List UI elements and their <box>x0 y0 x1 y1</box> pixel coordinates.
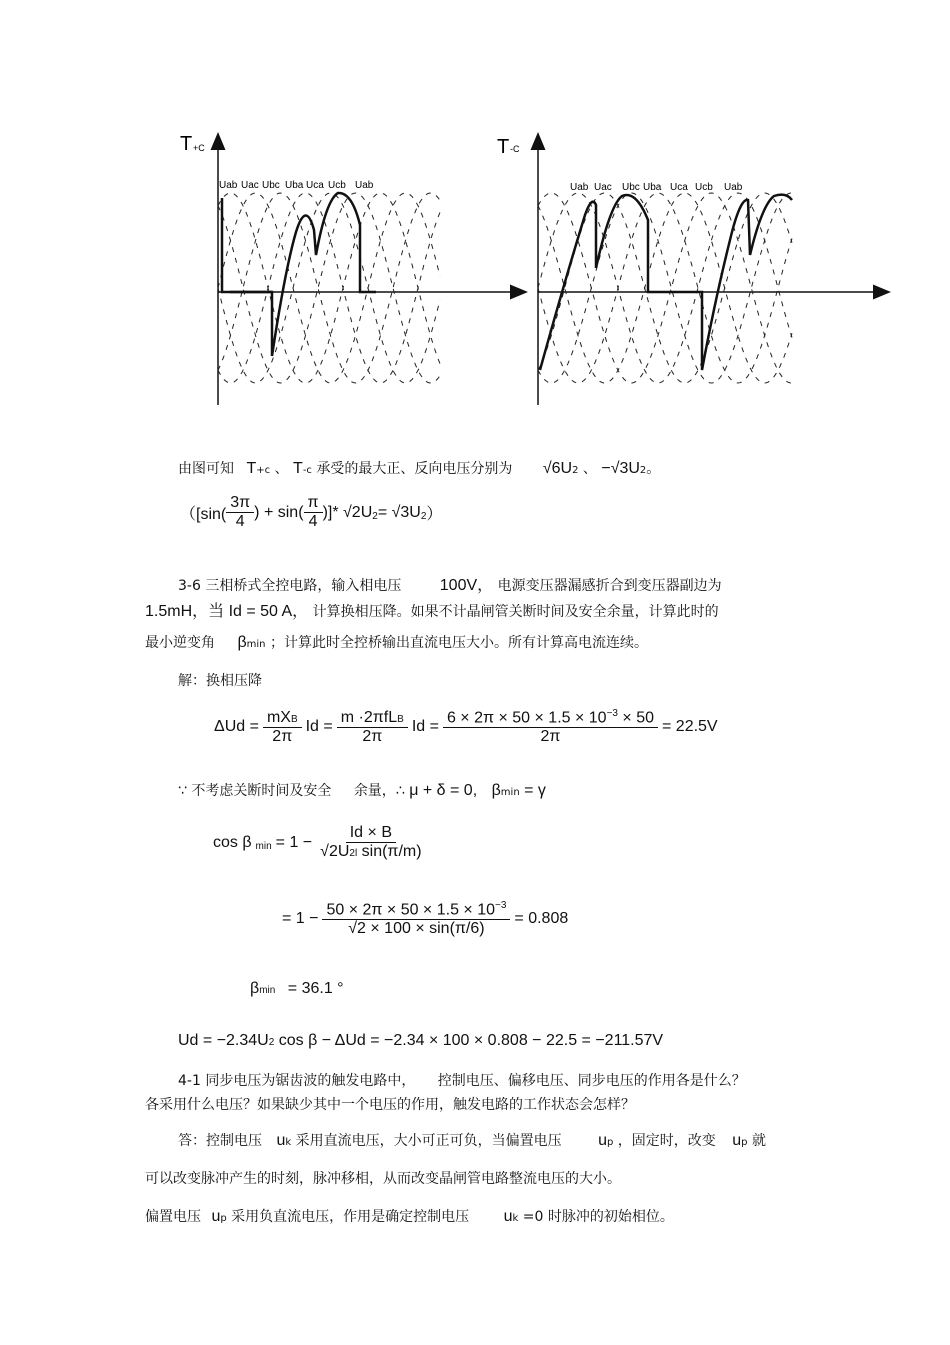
denominator: 2π <box>540 728 561 746</box>
sub: min <box>500 787 520 798</box>
sub: B <box>397 713 404 725</box>
eq-part: √2U <box>320 843 350 860</box>
phase-label: Ucb <box>695 182 713 193</box>
phase-label: Uba <box>285 180 304 191</box>
right-solid-waveform <box>540 195 792 370</box>
phase-label: Uba <box>643 182 662 193</box>
right-phase-labels <box>570 182 743 193</box>
sub: min <box>255 841 272 852</box>
phase-label: Uab <box>570 182 589 193</box>
numerator <box>337 709 408 728</box>
dashed-phase-curve <box>538 193 792 383</box>
left-dashed-sinusoids <box>218 193 440 383</box>
sup: −3 <box>606 708 618 719</box>
text: ；计算此时全控桥输出直流电压大小。所有计算高电流连续。 <box>269 635 648 651</box>
text: 电源变压器漏感折合到变压器副边为 <box>497 578 722 594</box>
sub: min <box>259 985 276 996</box>
symbol: u <box>503 1208 513 1225</box>
conclusion-line <box>178 458 660 478</box>
fraction <box>304 494 323 531</box>
text: ，固定时，改变 <box>617 1133 716 1149</box>
eq-part: )]* √2U <box>322 503 373 521</box>
eq-part: Id = <box>411 718 439 736</box>
text: 采用负直流电压，作用是确定控制电压 <box>231 1209 470 1225</box>
equation-beta-min <box>250 980 344 998</box>
math: μ + δ <box>409 782 446 799</box>
solution-label: 解：换相压降 <box>178 673 262 689</box>
fraction <box>226 494 254 531</box>
phase-label: Ubc <box>622 182 640 193</box>
symbol: u <box>276 1132 286 1149</box>
text: 控制电压、偏移电压、同步电压的作用各是什么？ <box>437 1073 746 1089</box>
eq-part: = √3U <box>377 503 421 521</box>
numerator: π <box>304 494 323 513</box>
dashed-phase-curve <box>218 193 440 383</box>
eq-part: m ·2πfL <box>340 708 398 726</box>
phase-label: Ubc <box>262 180 280 191</box>
phase-label: Uca <box>670 182 688 193</box>
sub: k <box>512 1213 519 1224</box>
eq-part: （[sin( <box>180 506 227 523</box>
params: 1.5mH，当 Id = 50 A， <box>145 603 309 620</box>
dashed-phase-curve <box>538 193 792 383</box>
numerator <box>263 709 302 728</box>
equation-delta-ud <box>214 708 718 746</box>
phase-label: Ucb <box>328 180 346 191</box>
dashed-phase-curve <box>538 193 792 383</box>
symbol: u <box>211 1208 221 1225</box>
text: ∵ 不考虑关断时间及安全 <box>178 783 332 799</box>
text: 。 <box>646 461 661 477</box>
denominator: √2 × 100 × sin(π/6) <box>348 920 485 938</box>
sub: p <box>741 1137 748 1148</box>
phase-label: Uac <box>594 182 612 193</box>
eq-part: Ud = −2.34U <box>178 1032 269 1049</box>
sub: 2 <box>420 511 427 522</box>
denominator: 2π <box>272 727 293 745</box>
left-solid-waveform <box>222 193 376 356</box>
text: 答：控制电压 <box>178 1133 262 1149</box>
eq-part: Id = <box>305 718 333 736</box>
equation-ud <box>178 1032 663 1050</box>
numerator: Id × B <box>346 824 396 843</box>
voltage: 100V， <box>439 577 494 594</box>
right-axis-sub: -C <box>510 144 520 154</box>
dashed-phase-curve <box>538 193 792 383</box>
sub: 2 <box>639 465 647 476</box>
right-axis-label: T <box>497 136 510 158</box>
left-axis-sub: +C <box>193 143 205 153</box>
text: 、 <box>582 461 597 477</box>
fraction <box>337 709 408 746</box>
dashed-phase-curve <box>218 193 440 383</box>
sub: p <box>606 1137 614 1148</box>
dashed-phase-curve <box>218 193 440 383</box>
text: 最小逆变角 <box>145 635 215 651</box>
eq-part: 50 × 2π × 50 × 1.5 × 10 <box>326 901 495 919</box>
voltage-value: √6U <box>542 460 573 477</box>
eq-part: mX <box>266 708 291 726</box>
eq-part: = 22.5V <box>662 718 718 736</box>
eq-part: = 1 − <box>275 833 313 851</box>
text: 3-6 三相桥式全控电路，输入相电压 <box>178 578 402 594</box>
sub: 2l <box>349 848 358 859</box>
numerator: 3π <box>226 494 254 513</box>
dashed-phase-curve <box>538 193 792 383</box>
text: 偏置电压 <box>145 1209 201 1225</box>
math: = γ <box>524 782 546 799</box>
right-waveform-panel <box>497 135 888 405</box>
eq-part: sin(π/m) <box>357 843 422 860</box>
equation-cos-beta <box>213 824 426 861</box>
sub: k <box>285 1137 292 1148</box>
dashed-phase-curve <box>538 193 792 383</box>
phase-label: Uab <box>219 180 238 191</box>
text: 就 <box>751 1133 766 1149</box>
answer-line-2: 可以改变脉冲产生的时刻，脉冲移相，从而改变晶闸管电路整流电压的大小。 <box>145 1171 621 1187</box>
eq-part: = 36.1 ° <box>287 980 344 997</box>
denominator <box>316 843 425 861</box>
text: 各采用什么电压？如果缺少其中一个电压的作用，触发电路的工作状态会怎样？ <box>145 1097 635 1113</box>
equation-sin <box>180 494 442 531</box>
beta-symbol: β <box>491 782 501 799</box>
sub: +c <box>256 465 271 476</box>
sub: B <box>290 713 298 725</box>
numerator <box>443 708 658 728</box>
left-axis-label: T <box>180 133 193 155</box>
numerator <box>322 900 510 920</box>
text: 采用直流电压，大小可正可负，当偏置电压 <box>295 1133 562 1149</box>
right-dashed-sinusoids <box>538 193 792 383</box>
beta-symbol: β <box>237 634 247 651</box>
sub: min <box>246 639 266 650</box>
denominator: 4 <box>235 513 245 530</box>
fraction <box>316 824 425 861</box>
text: =0 时脉冲的初始相位。 <box>522 1209 674 1225</box>
eq-part: ） <box>426 506 443 523</box>
phase-label: Uab <box>355 180 374 191</box>
phase-label: Uac <box>241 180 259 191</box>
eq-part: cos β <box>213 833 252 851</box>
sub: 2 <box>372 511 378 522</box>
voltage-value: −√3U <box>601 460 640 477</box>
eq-part: = 0.808 <box>514 910 569 928</box>
left-phase-labels <box>219 180 374 191</box>
text: 由图可知 <box>178 461 234 477</box>
since-line <box>178 780 546 800</box>
sub: -c <box>302 465 312 476</box>
text: 4-1 同步电压为锯齿波的触发电路中， <box>178 1073 416 1089</box>
fraction <box>443 708 658 746</box>
bias-line <box>145 1206 674 1226</box>
waveform-figure <box>0 0 950 420</box>
text: 余量，∴ <box>353 783 405 799</box>
symbol: u <box>732 1132 742 1149</box>
eq-part: ΔUd = <box>214 718 259 736</box>
answer-line <box>178 1130 766 1150</box>
phase-label: Uca <box>306 180 324 191</box>
math: = 0, <box>450 782 478 799</box>
denominator: 2π <box>362 727 383 745</box>
eq-part: ) + sin( <box>254 503 304 521</box>
text: 、 <box>274 461 289 477</box>
sub: 2 <box>572 465 579 476</box>
left-waveform-panel <box>180 133 525 405</box>
eq-part: 6 × 2π × 50 × 1.5 × 10 <box>446 709 607 727</box>
text: 计算换相压降。如果不计晶闸管关断时间及安全余量，计算此时的 <box>312 604 719 620</box>
fraction <box>322 900 510 938</box>
dashed-phase-curve <box>218 193 440 383</box>
equation-cos-value <box>282 900 568 938</box>
beta-symbol: β <box>250 980 260 997</box>
symbol: u <box>598 1132 607 1149</box>
dashed-phase-curve <box>218 193 440 383</box>
sub: 2 <box>268 1037 275 1048</box>
sup: −3 <box>495 900 507 911</box>
dashed-phase-curve <box>218 193 440 383</box>
denominator: 4 <box>308 513 318 530</box>
eq-part: = 1 − <box>282 910 319 928</box>
text: 承受的最大正、反向电压分别为 <box>316 461 513 477</box>
thyristor-label: T <box>293 460 303 477</box>
fraction <box>263 709 302 746</box>
eq-part: cos β − ΔUd = −2.34 × 100 × 0.808 − 22.5 = −211.57V <box>278 1032 664 1049</box>
thyristor-label: T <box>246 460 257 477</box>
sub: p <box>220 1213 227 1224</box>
phase-label: Uab <box>724 182 743 193</box>
eq-part: × 50 <box>617 709 654 727</box>
